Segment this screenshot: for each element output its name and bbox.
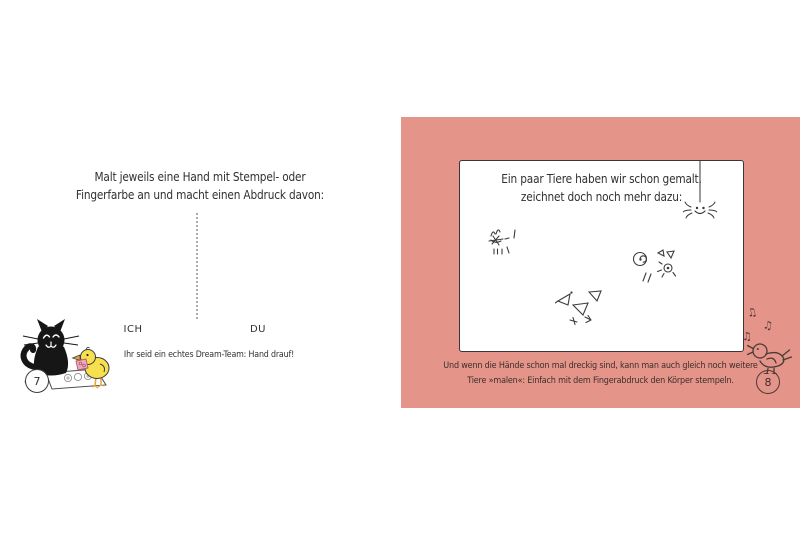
left-heading-line1: Malt jeweils eine Hand mit Stempel- oder: [94, 170, 306, 184]
page-number-left: 7: [25, 369, 49, 393]
snail-sketch-doodle-icon: [630, 249, 678, 285]
spider-doodle-icon: [683, 160, 717, 226]
box-heading-line1: Ein paar Tiere haben wir schon gemalt,: [501, 172, 702, 186]
right-page: [401, 117, 800, 408]
drawing-box: [459, 160, 744, 352]
cat-sketch-doodle-icon: [487, 227, 523, 257]
stamp: [76, 359, 88, 370]
caption-line2: Tiere »malen«: Einfach mit dem Fingerabdruck den Körper stempeln.: [467, 376, 734, 386]
left-heading-line2: Fingerfarbe an und macht einen Abdruck davon:: [75, 188, 325, 202]
black-cat: [23, 319, 79, 376]
dotted-divider-line: [196, 213, 198, 319]
label-du: DU: [249, 324, 267, 335]
page-number-right: 8: [756, 370, 780, 394]
caption-line1: Und wenn die Hände schon mal dreckig sind, kann man auch gleich noch weitere: [443, 361, 758, 371]
music-note-icon: ♫: [762, 318, 774, 333]
left-page-footer: Ihr seid ein echtes Dream-Team: Hand drauf!: [123, 350, 295, 360]
music-note-icon: ♫: [741, 329, 753, 344]
label-ich: ICH: [123, 324, 143, 335]
triangle-birds-doodle-icon: [555, 289, 603, 327]
music-note-icon: ♫: [745, 304, 759, 321]
box-heading-line2: zeichnet doch noch mehr dazu:: [520, 190, 683, 204]
right-page-caption: [420, 359, 780, 389]
left-page-heading: [42, 168, 359, 204]
